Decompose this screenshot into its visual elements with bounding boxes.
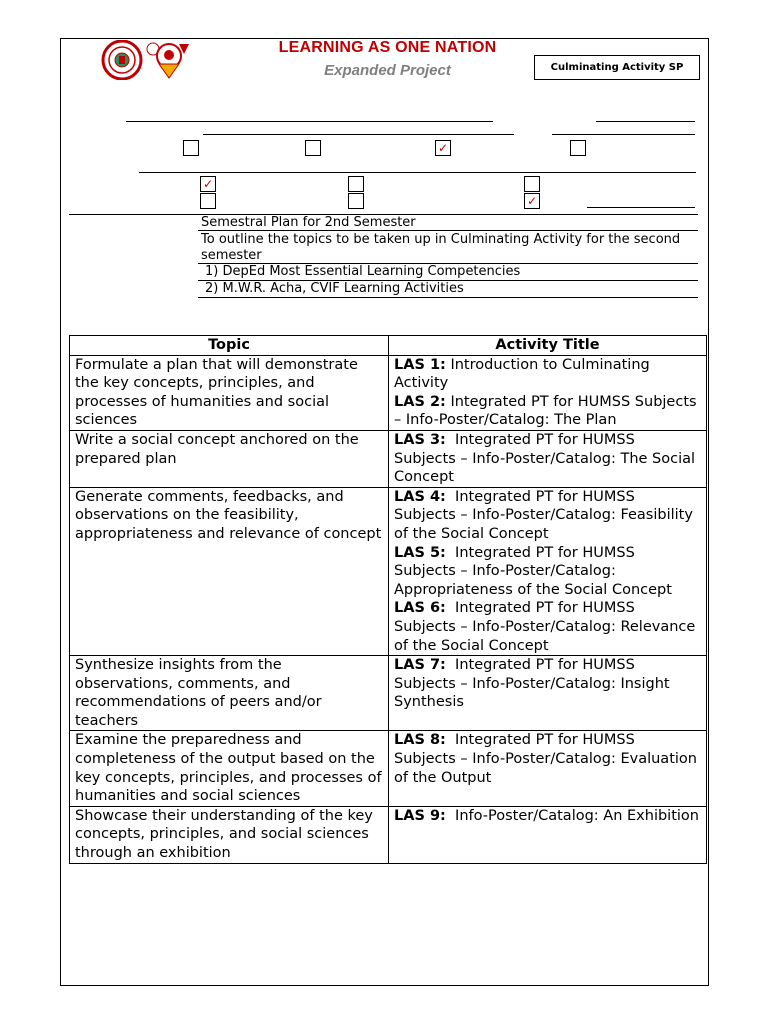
topic-cell: Showcase their understanding of the key concepts, principles, and social sciences through an exhibition — [70, 806, 389, 863]
las-code: LAS 8: — [394, 732, 446, 749]
table-row — [70, 656, 707, 731]
activity-title: Info-Poster/Catalog: An Exhibition — [445, 807, 699, 824]
activity-tag-box: Culminating Activity SP — [534, 55, 700, 80]
column-header-topic: Topic — [70, 336, 389, 356]
check-mark-icon: ✓ — [202, 177, 214, 191]
activity-entry — [394, 731, 701, 787]
school-seal-logo — [99, 40, 145, 80]
table-row — [70, 806, 707, 863]
activity-title: Integrated PT for HUMSS Subjects – Info-Poster/Catalog: The Plan — [394, 393, 702, 429]
checkbox[interactable] — [200, 193, 216, 209]
table-row — [70, 355, 707, 430]
las-code: LAS 1: — [394, 356, 446, 373]
checkbox[interactable] — [524, 176, 540, 192]
table-row — [70, 731, 707, 806]
checkbox[interactable] — [183, 140, 199, 156]
deped-logo — [145, 40, 191, 80]
activity-entry — [394, 393, 701, 430]
checkbox-checked[interactable] — [435, 140, 451, 156]
las-code: LAS 7: — [394, 657, 446, 674]
topic-cell: Examine the preparedness and completeness of the output based on the key concepts, principles, and processes of humanities and social sciences — [70, 731, 389, 806]
form-line — [139, 172, 696, 173]
las-code: LAS 6: — [394, 600, 446, 617]
form-line — [596, 121, 695, 122]
las-code: LAS 5: — [394, 544, 446, 561]
reference-item: 2) M.W.R. Acha, CVIF Learning Activities — [205, 281, 464, 296]
table-header-row — [70, 336, 707, 356]
form-line — [198, 297, 698, 298]
checkbox[interactable] — [348, 193, 364, 209]
document-title: LEARNING AS ONE NATION — [278, 39, 497, 56]
activity-title: Integrated PT for HUMSS Subjects – Info-Poster/Catalog: The Social Concept — [394, 431, 700, 486]
las-code: LAS 9: — [394, 807, 446, 824]
plan-objective: To outline the topics to be taken up in Culminating Activity for the second semester — [201, 232, 681, 263]
topic-cell: Generate comments, feedbacks, and observations on the feasibility, appropriateness and relevance of concept — [70, 487, 389, 655]
activity-title: Integrated PT for HUMSS Subjects – Info-Poster/Catalog: Insight Synthesis — [394, 657, 675, 711]
activity-cell — [389, 656, 707, 731]
topic-cell: Synthesize insights from the observations, comments, and recommendations of peers and/or teachers — [70, 656, 389, 731]
activity-cell — [389, 487, 707, 655]
las-code: LAS 2: — [394, 393, 446, 410]
activity-entry — [394, 488, 701, 544]
activity-entry — [394, 544, 701, 600]
activity-entry — [394, 356, 701, 393]
activity-title: Integrated PT for HUMSS Subjects – Info-Poster/Catalog: Evaluation of the Output — [394, 732, 702, 786]
activity-entry — [394, 807, 701, 826]
table-row — [70, 430, 707, 487]
activity-entry — [394, 431, 701, 487]
activity-cell — [389, 355, 707, 430]
topic-cell: Write a social concept anchored on the prepared plan — [70, 430, 389, 487]
activity-table — [69, 335, 707, 864]
checkbox-checked[interactable] — [524, 193, 540, 209]
activity-entry — [394, 599, 701, 655]
activity-title: Integrated PT for HUMSS Subjects – Info-Poster/Catalog: Appropriateness of the Social Concept — [394, 544, 672, 598]
reference-item: 1) DepEd Most Essential Learning Competencies — [205, 264, 521, 279]
activity-title: Introduction to Culminating Activity — [394, 356, 655, 392]
table-row — [70, 487, 707, 655]
document-subtitle: Expanded Project — [324, 62, 451, 79]
column-header-activity: Activity Title — [389, 336, 707, 356]
form-line — [587, 207, 695, 208]
activity-cell — [389, 430, 707, 487]
activity-entry — [394, 656, 701, 712]
topic-cell: Formulate a plan that will demonstrate the key concepts, principles, and processes of humanities and social sciences — [70, 355, 389, 430]
las-code: LAS 3: — [394, 431, 446, 448]
activity-title: Integrated PT for HUMSS Subjects – Info-Poster/Catalog: Feasibility of the Social Concept — [394, 488, 698, 542]
activity-cell — [389, 806, 707, 863]
check-mark-icon: ✓ — [526, 194, 538, 208]
checkbox[interactable] — [570, 140, 586, 156]
activity-cell — [389, 731, 707, 806]
plan-title: Semestral Plan for 2nd Semester — [201, 215, 416, 230]
form-line — [552, 134, 695, 135]
form-line — [203, 134, 514, 135]
check-mark-icon: ✓ — [437, 141, 449, 155]
checkbox-checked[interactable] — [200, 176, 216, 192]
checkbox[interactable] — [348, 176, 364, 192]
checkbox[interactable] — [305, 140, 321, 156]
las-code: LAS 4: — [394, 488, 446, 505]
activity-title: Integrated PT for HUMSS Subjects – Info-Poster/Catalog: Relevance of the Social Concept — [394, 600, 700, 654]
form-line — [126, 121, 493, 122]
